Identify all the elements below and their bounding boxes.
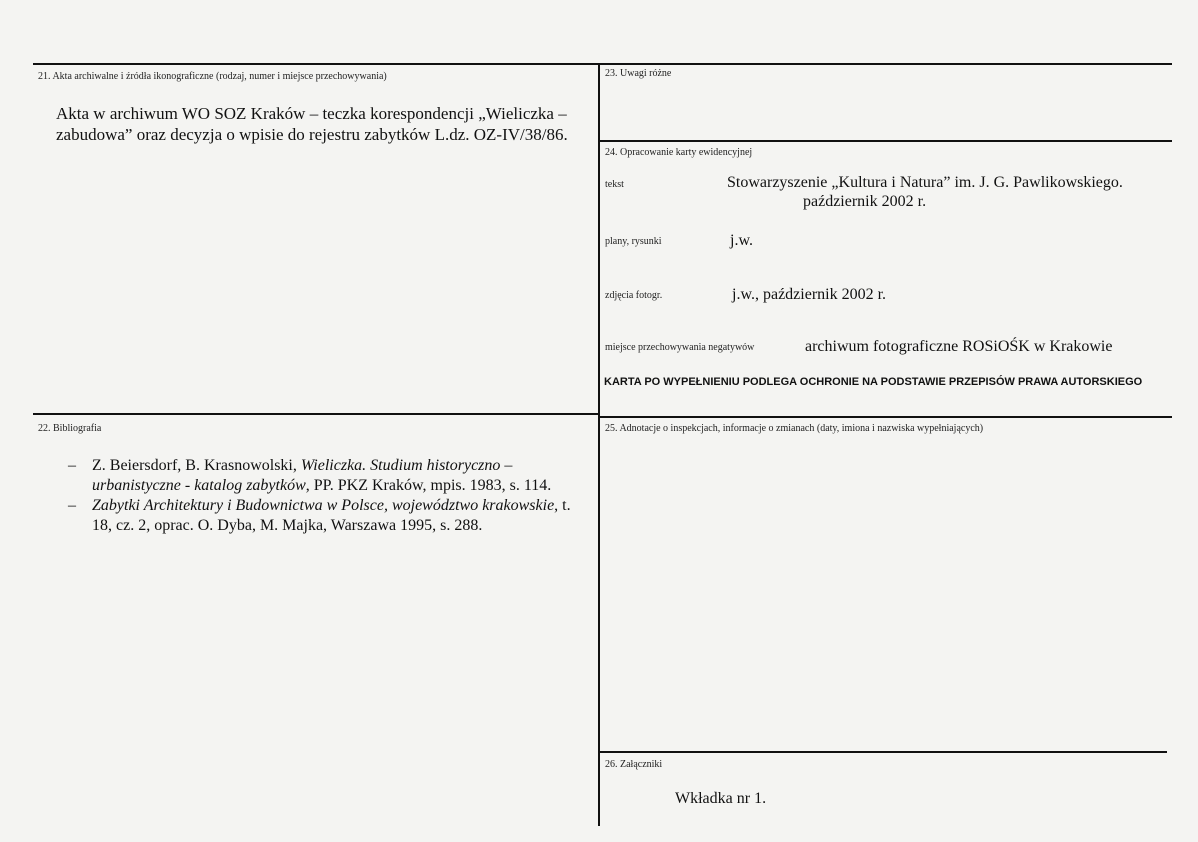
- rule-25-26: [599, 751, 1167, 753]
- zdjecia-value: j.w., październik 2002 r.: [732, 286, 887, 303]
- list-dash: –: [68, 457, 76, 474]
- top-right-rule: [599, 63, 1172, 65]
- bib-authors: Z. Beiersdorf, B. Krasnowolski,: [92, 457, 301, 474]
- bib-rest: , PP. PKZ Kraków, mpis. 1983, s. 114.: [305, 477, 552, 494]
- section-21-label: 21. Akta archiwalne i źródła ikonograficzne (rodzaj, numer i miejsce przechowywania): [38, 71, 387, 82]
- rule-23-24: [599, 140, 1172, 142]
- copyright-notice: KARTA PO WYPEŁNIENIU PODLEGA OCHRONIE NA PODSTAWIE PRZEPISÓW PRAWA AUTORSKIEGO: [604, 376, 1143, 388]
- miejsce-label: miejsce przechowywania negatywów: [605, 342, 755, 353]
- middle-right-rule: [599, 416, 1172, 418]
- section-26-label: 26. Załączniki: [605, 759, 663, 770]
- section-23-label: 23. Uwagi różne: [605, 68, 672, 79]
- list-dash: –: [68, 497, 76, 514]
- bibliography-list: [68, 456, 588, 536]
- tekst-label: tekst: [605, 179, 624, 190]
- section-25-label: 25. Adnotacje o inspekcjach, informacje o zmianach (daty, imiona i nazwiska wypełniających): [605, 423, 984, 434]
- bibliography-entry: [68, 456, 588, 496]
- bibliography-entry: [68, 496, 588, 536]
- miejsce-value: archiwum fotograficzne ROSiOŚK w Krakowie: [805, 338, 1113, 355]
- section-24-label: 24. Opracowanie karty ewidencyjnej: [605, 147, 753, 158]
- center-divider: [598, 63, 600, 826]
- tekst-value-line1: Stowarzyszenie „Kultura i Natura” im. J. G. Pawlikowskiego.: [727, 174, 1123, 191]
- section-22-label: 22. Bibliografia: [38, 423, 102, 434]
- bib-title: Wieliczka. Studium historyczno – urbanistyczne - katalog zabytków: [92, 457, 513, 494]
- plany-label: plany, rysunki: [605, 236, 662, 247]
- zdjecia-label: zdjęcia fotogr.: [605, 290, 663, 301]
- middle-left-rule: [33, 413, 599, 415]
- plany-value: j.w.: [730, 232, 753, 249]
- top-left-rule: [33, 63, 599, 65]
- bib-title: Zabytki Architektury i Budownictwa w Polsce, województwo krakowskie: [92, 497, 555, 514]
- section-26-value: Wkładka nr 1.: [675, 790, 767, 807]
- tekst-value-line2: październik 2002 r.: [803, 193, 927, 210]
- bib-rest: , t. 18, cz. 2, oprac. O. Dyba, M. Majka, Warszawa 1995, s. 288.: [92, 497, 571, 534]
- section-21-text: Akta w archiwum WO SOZ Kraków – teczka korespondencji „Wieliczka – zabudowa” oraz decyzja o wpisie do rejestru zabytków L.dz. OZ-IV/38/86.: [56, 104, 568, 144]
